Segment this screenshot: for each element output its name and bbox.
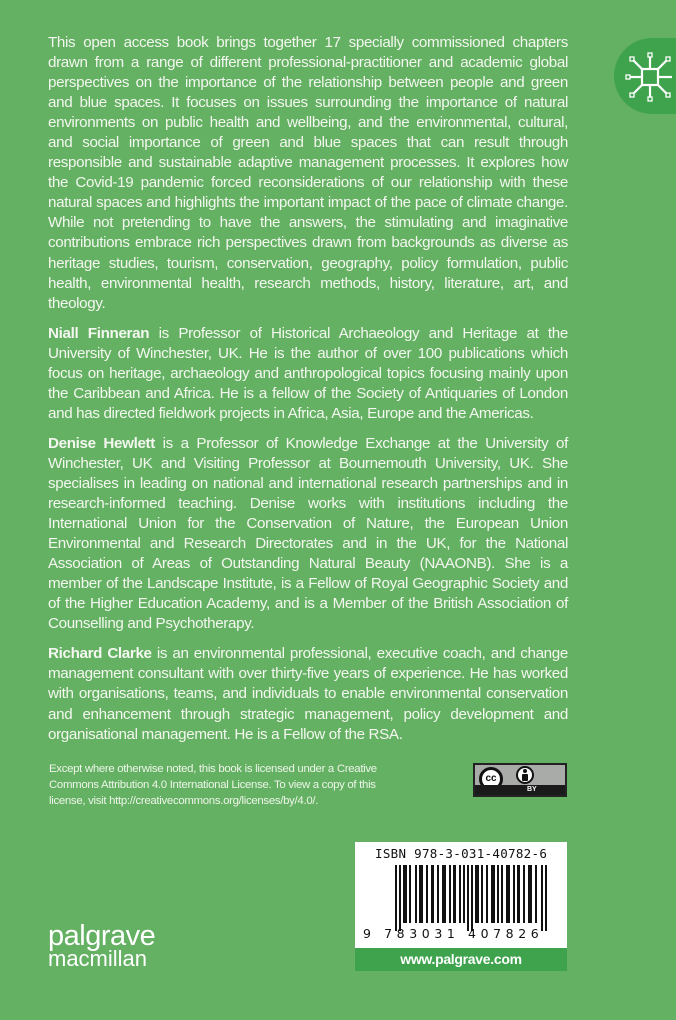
isbn-barcode-box bbox=[355, 842, 567, 948]
series-badge bbox=[614, 38, 676, 114]
author-bio-text: is a Professor of Knowledge Exchange at the University of Winchester, UK and Visiting Professor at Bournemouth University, UK. She specialises in leading on national and international research partnerships and in research-informed teaching. Denise works with institutions including the International Union for the Conservation of Nature, the European Union Environmental and Research Directorates and in the UK, for the National Association of Areas of Outstanding Natural Beauty (NAAONB). She is a member of the Landscape Institute, is a Fellow of Royal Geographic Society and of the Higher Education Academy, and is a Member of the British Association of Counselling and Psychotherapy. bbox=[48, 434, 568, 633]
author-name: Richard Clarke bbox=[48, 645, 152, 663]
isbn-digits: 9 783031 407826 bbox=[363, 926, 544, 941]
logo-line-palgrave: palgrave bbox=[48, 920, 156, 952]
author-bio bbox=[48, 324, 568, 424]
barcode-icon bbox=[395, 865, 549, 931]
cc-badge-bar bbox=[475, 785, 565, 795]
author-bio bbox=[48, 644, 568, 744]
author-bio bbox=[48, 434, 568, 634]
logo-line-macmillan: macmillan bbox=[48, 946, 148, 971]
publisher-url: www.palgrave.com bbox=[355, 948, 567, 971]
author-name: Denise Hewlett bbox=[48, 434, 155, 452]
circuit-chip-icon bbox=[624, 51, 676, 103]
back-cover-text bbox=[48, 33, 568, 755]
author-bio-text: is Professor of Historical Archaeology and Heritage at the University of Winchester, UK. He is the author of over 100 publications which focus on heritage, archaeology and anthropological topics focusing mainly upon the Caribbean and Africa. He is a fellow of the Society of Antiquaries of London and has directed fieldwork projects in Africa, Asia, Europe and the Americas. bbox=[48, 324, 568, 422]
author-bio-text: is an environmental professional, executive coach, and change management consultant with over thirty-five years of experience. He has worked with organisations, teams, and individuals to enable environmental conservation and enhancement through strategic management, policy development and organisational management. He is a Fellow of the RSA. bbox=[48, 645, 568, 743]
license-notice: Except where otherwise noted, this book is licensed under a Creative Commons Attribution 4.0 International License. To view a copy of this license, visit http://creativecommons.org/licenses/by/4.0/. bbox=[49, 763, 377, 807]
author-name: Niall Finneran bbox=[48, 324, 150, 342]
cc-by-label: BY bbox=[527, 786, 537, 793]
blurb-paragraph: This open access book brings together 17 specially commissioned chapters drawn from a range of different professional-practitioner and academic global perspectives on the importance of the relationship between people and green and blue spaces. It focuses on issues surrounding the importance of natural environments on public health and wellbeing, and the environmental, cultural, and social importance of green and blue spaces that can result through responsible and sustainable adaptive management processes. It explores how the Covid-19 pandemic forced reconsiderations of our relationship with these natural spaces and highlights the important impact of the pace of climate change. While not pretending to have the answers, the stimulating and imaginative contributions embrace rich perspectives drawn from backgrounds as diverse as heritage studies, tourism, conservation, geography, policy formulation, public health, environmental health, research methods, history, literature, art, and theology. bbox=[48, 34, 568, 312]
cc-by-badge bbox=[473, 763, 567, 797]
attribution-person-icon bbox=[516, 766, 534, 784]
isbn-label: ISBN 978-3-031-40782-6 bbox=[375, 846, 548, 861]
publisher-logo bbox=[48, 922, 155, 970]
cc-icon: cc bbox=[479, 767, 503, 791]
